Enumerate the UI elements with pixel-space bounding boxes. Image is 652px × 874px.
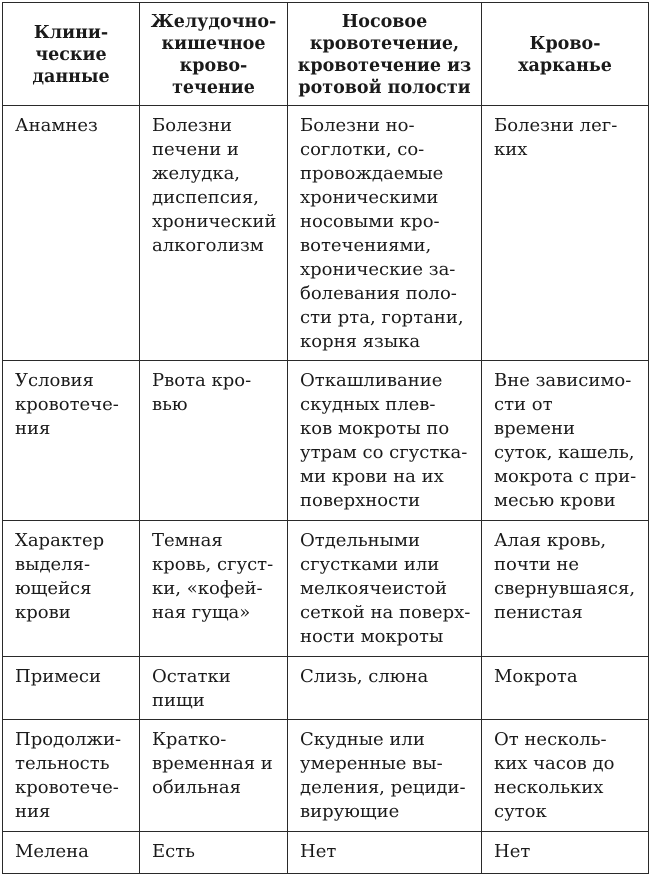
row-label: Характер выделя- ющейся крови bbox=[3, 521, 140, 657]
cell-hemoptysis: Вне зависимо- сти от времени суток, кашель, мокрота с при- месью крови bbox=[482, 361, 649, 521]
row-label: Мелена bbox=[3, 832, 140, 874]
cell-hemoptysis: Мокрота bbox=[482, 657, 649, 720]
cell-nasal: Болезни но- соглотки, со- провождаемые хроническими носовыми кро- вотечениями, хронические за- болевания поло- сти рта, гортани, корня языка bbox=[288, 106, 482, 361]
table-row bbox=[3, 832, 649, 874]
cell-nasal: Скудные или умеренные вы- деления, рециди- вирующие bbox=[288, 720, 482, 832]
cell-nasal: Откашливание скудных плев- ков мокроты по утрам со сгустка- ми крови на их поверхности bbox=[288, 361, 482, 521]
row-label: Условия кровотече- ния bbox=[3, 361, 140, 521]
row-label: Анамнез bbox=[3, 106, 140, 361]
cell-hemoptysis: От несколь- ких часов до нескольких суток bbox=[482, 720, 649, 832]
cell-nasal: Слизь, слюна bbox=[288, 657, 482, 720]
cell-gastro: Болезни печени и желудка, диспепсия, хронический алкоголизм bbox=[140, 106, 288, 361]
header-gastrointestinal-bleeding: Желудочно- кишечное крово- течение bbox=[140, 3, 288, 106]
cell-nasal: Нет bbox=[288, 832, 482, 874]
cell-gastro: Рвота кро- вью bbox=[140, 361, 288, 521]
cell-hemoptysis: Болезни лег- ких bbox=[482, 106, 649, 361]
cell-nasal: Отдельными сгустками или мелкоячеистой сеткой на поверх- ности мокроты bbox=[288, 521, 482, 657]
table-row bbox=[3, 521, 649, 657]
table-row bbox=[3, 106, 649, 361]
cell-gastro: Есть bbox=[140, 832, 288, 874]
cell-hemoptysis: Нет bbox=[482, 832, 649, 874]
row-label: Примеси bbox=[3, 657, 140, 720]
cell-gastro: Темная кровь, сгуст- ки, «кофей- ная гуща» bbox=[140, 521, 288, 657]
header-hemoptysis: Крово- харканье bbox=[482, 3, 649, 106]
cell-hemoptysis: Алая кровь, почти не свернувшаяся, пенистая bbox=[482, 521, 649, 657]
table-header-row bbox=[3, 3, 649, 106]
table-row bbox=[3, 657, 649, 720]
row-label: Продолжи- тельность кровотече- ния bbox=[3, 720, 140, 832]
differential-diagnosis-table bbox=[2, 2, 649, 874]
header-clinical-data: Клини- ческие данные bbox=[3, 3, 140, 106]
cell-gastro: Остатки пищи bbox=[140, 657, 288, 720]
header-nasal-oral-bleeding: Носовое кровотечение, кровотечение из ротовой полости bbox=[288, 3, 482, 106]
table-row bbox=[3, 361, 649, 521]
cell-gastro: Кратко- временная и обильная bbox=[140, 720, 288, 832]
table-row bbox=[3, 720, 649, 832]
